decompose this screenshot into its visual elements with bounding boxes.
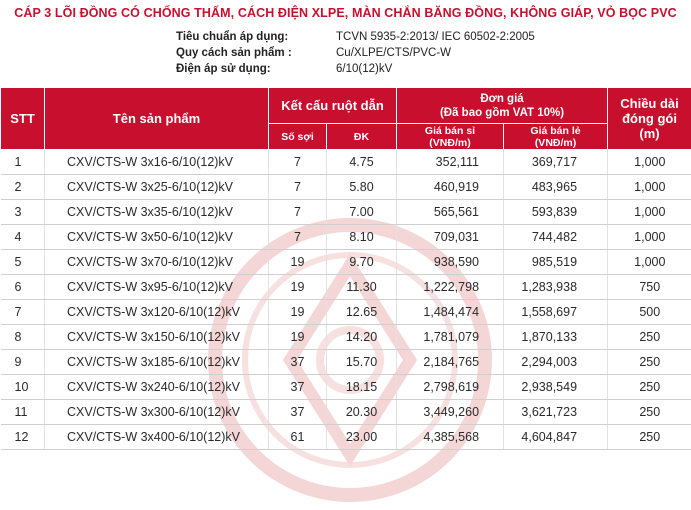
cell-strands: 61	[269, 425, 327, 450]
table-row	[1, 325, 691, 350]
header-structure: Kết cấu ruột dẫn	[269, 88, 397, 124]
cell-strands: 7	[269, 200, 327, 225]
table-row	[1, 250, 691, 275]
cell-length: 250	[608, 350, 691, 375]
price-table	[0, 87, 691, 450]
header-price-line1: Đơn giá	[397, 92, 607, 106]
cell-dk: 18.15	[327, 375, 397, 400]
header-name: Tên sản phẩm	[45, 88, 269, 150]
table-row	[1, 225, 691, 250]
cell-name: CXV/CTS-W 3x70-6/10(12)kV	[45, 250, 269, 275]
cell-retail: 4,604,847	[504, 425, 608, 450]
cell-strands: 7	[269, 225, 327, 250]
cell-wholesale: 565,561	[397, 200, 504, 225]
cell-length: 250	[608, 425, 691, 450]
spec-value: TCVN 5935-2:2013/ IEC 60502-2:2005	[336, 29, 535, 45]
table-row	[1, 400, 691, 425]
cell-length: 1,000	[608, 200, 691, 225]
cell-dk: 11.30	[327, 275, 397, 300]
cell-strands: 7	[269, 150, 327, 175]
table-body	[1, 150, 691, 450]
cell-name: CXV/CTS-W 3x50-6/10(12)kV	[45, 225, 269, 250]
table-row	[1, 425, 691, 450]
cell-wholesale: 2,184,765	[397, 350, 504, 375]
cell-wholesale: 938,590	[397, 250, 504, 275]
cell-name: CXV/CTS-W 3x35-6/10(12)kV	[45, 200, 269, 225]
cell-length: 250	[608, 375, 691, 400]
header-price	[397, 88, 608, 124]
spec-label: Điện áp sử dụng:	[176, 61, 336, 77]
cell-strands: 19	[269, 250, 327, 275]
cell-length: 1,000	[608, 225, 691, 250]
cell-strands: 19	[269, 325, 327, 350]
cell-strands: 19	[269, 275, 327, 300]
cell-name: CXV/CTS-W 3x400-6/10(12)kV	[45, 425, 269, 450]
header-stt: STT	[1, 88, 45, 150]
cell-name: CXV/CTS-W 3x25-6/10(12)kV	[45, 175, 269, 200]
cell-stt: 4	[1, 225, 45, 250]
cell-stt: 1	[1, 150, 45, 175]
cell-name: CXV/CTS-W 3x240-6/10(12)kV	[45, 375, 269, 400]
cell-name: CXV/CTS-W 3x185-6/10(12)kV	[45, 350, 269, 375]
spec-value: 6/10(12)kV	[336, 61, 392, 77]
cell-length: 250	[608, 400, 691, 425]
spec-label: Quy cách sản phẩm :	[176, 45, 336, 61]
cell-stt: 11	[1, 400, 45, 425]
header-length-line1: Chiều dài	[608, 96, 691, 111]
header-wholesale	[397, 124, 504, 150]
cell-retail: 985,519	[504, 250, 608, 275]
cell-wholesale: 1,781,079	[397, 325, 504, 350]
cell-wholesale: 709,031	[397, 225, 504, 250]
cell-stt: 6	[1, 275, 45, 300]
cell-stt: 8	[1, 325, 45, 350]
header-retail	[504, 124, 608, 150]
cell-dk: 9.70	[327, 250, 397, 275]
cell-name: CXV/CTS-W 3x120-6/10(12)kV	[45, 300, 269, 325]
cell-stt: 7	[1, 300, 45, 325]
cell-stt: 9	[1, 350, 45, 375]
cell-dk: 12.65	[327, 300, 397, 325]
header-dk: ĐK	[327, 124, 397, 150]
cell-retail: 1,283,938	[504, 275, 608, 300]
cell-retail: 3,621,723	[504, 400, 608, 425]
cell-dk: 8.10	[327, 225, 397, 250]
cell-dk: 5.80	[327, 175, 397, 200]
cell-retail: 483,965	[504, 175, 608, 200]
cell-stt: 10	[1, 375, 45, 400]
spec-label: Tiêu chuẩn áp dụng:	[176, 29, 336, 45]
cell-dk: 23.00	[327, 425, 397, 450]
cell-stt: 2	[1, 175, 45, 200]
header-wholesale-line2: (VNĐ/m)	[397, 137, 503, 149]
cell-wholesale: 352,111	[397, 150, 504, 175]
cell-length: 750	[608, 275, 691, 300]
cell-strands: 7	[269, 175, 327, 200]
header-price-line2: (Đã bao gồm VAT 10%)	[397, 106, 607, 120]
cell-wholesale: 1,484,474	[397, 300, 504, 325]
cell-strands: 37	[269, 375, 327, 400]
cell-stt: 12	[1, 425, 45, 450]
cell-dk: 15.70	[327, 350, 397, 375]
spec-row-voltage	[176, 61, 535, 77]
cell-name: CXV/CTS-W 3x150-6/10(12)kV	[45, 325, 269, 350]
cell-length: 1,000	[608, 150, 691, 175]
cell-length: 250	[608, 325, 691, 350]
page-title: CÁP 3 LÕI ĐỒNG CÓ CHỐNG THẤM, CÁCH ĐIỆN XLPE, MÀN CHẮN BĂNG ĐỒNG, KHÔNG GIÁP, VỎ BỌC PVC	[0, 6, 691, 20]
cell-wholesale: 460,919	[397, 175, 504, 200]
header-length-line2: đóng gói	[608, 111, 691, 126]
table-row	[1, 375, 691, 400]
cell-name: CXV/CTS-W 3x95-6/10(12)kV	[45, 275, 269, 300]
table-row	[1, 275, 691, 300]
spec-row-spec	[176, 45, 535, 61]
cell-wholesale: 4,385,568	[397, 425, 504, 450]
header-wholesale-line1: Giá bán sỉ	[397, 125, 503, 137]
cell-strands: 37	[269, 350, 327, 375]
cell-retail: 1,870,133	[504, 325, 608, 350]
header-retail-line2: (VNĐ/m)	[504, 137, 607, 149]
cell-wholesale: 2,798,619	[397, 375, 504, 400]
cell-retail: 593,839	[504, 200, 608, 225]
cell-retail: 2,938,549	[504, 375, 608, 400]
cell-wholesale: 3,449,260	[397, 400, 504, 425]
spec-value: Cu/XLPE/CTS/PVC-W	[336, 45, 451, 61]
cell-retail: 1,558,697	[504, 300, 608, 325]
cell-name: CXV/CTS-W 3x16-6/10(12)kV	[45, 150, 269, 175]
cell-wholesale: 1,222,798	[397, 275, 504, 300]
specs-block	[176, 29, 535, 77]
cell-strands: 37	[269, 400, 327, 425]
cell-stt: 5	[1, 250, 45, 275]
cell-retail: 744,482	[504, 225, 608, 250]
cell-dk: 14.20	[327, 325, 397, 350]
spec-row-standard	[176, 29, 535, 45]
cell-length: 1,000	[608, 250, 691, 275]
table-row	[1, 300, 691, 325]
table-row	[1, 200, 691, 225]
table-row	[1, 350, 691, 375]
header-length-line3: (m)	[608, 126, 691, 141]
header-retail-line1: Giá bán lẻ	[504, 125, 607, 137]
cell-length: 1,000	[608, 175, 691, 200]
header-strands: Số sợi	[269, 124, 327, 150]
cell-name: CXV/CTS-W 3x300-6/10(12)kV	[45, 400, 269, 425]
cell-retail: 369,717	[504, 150, 608, 175]
cell-dk: 20.30	[327, 400, 397, 425]
cell-dk: 7.00	[327, 200, 397, 225]
cell-dk: 4.75	[327, 150, 397, 175]
cell-strands: 19	[269, 300, 327, 325]
table-row	[1, 175, 691, 200]
cell-retail: 2,294,003	[504, 350, 608, 375]
cell-stt: 3	[1, 200, 45, 225]
header-length	[608, 88, 691, 150]
cell-length: 500	[608, 300, 691, 325]
table-row	[1, 150, 691, 175]
